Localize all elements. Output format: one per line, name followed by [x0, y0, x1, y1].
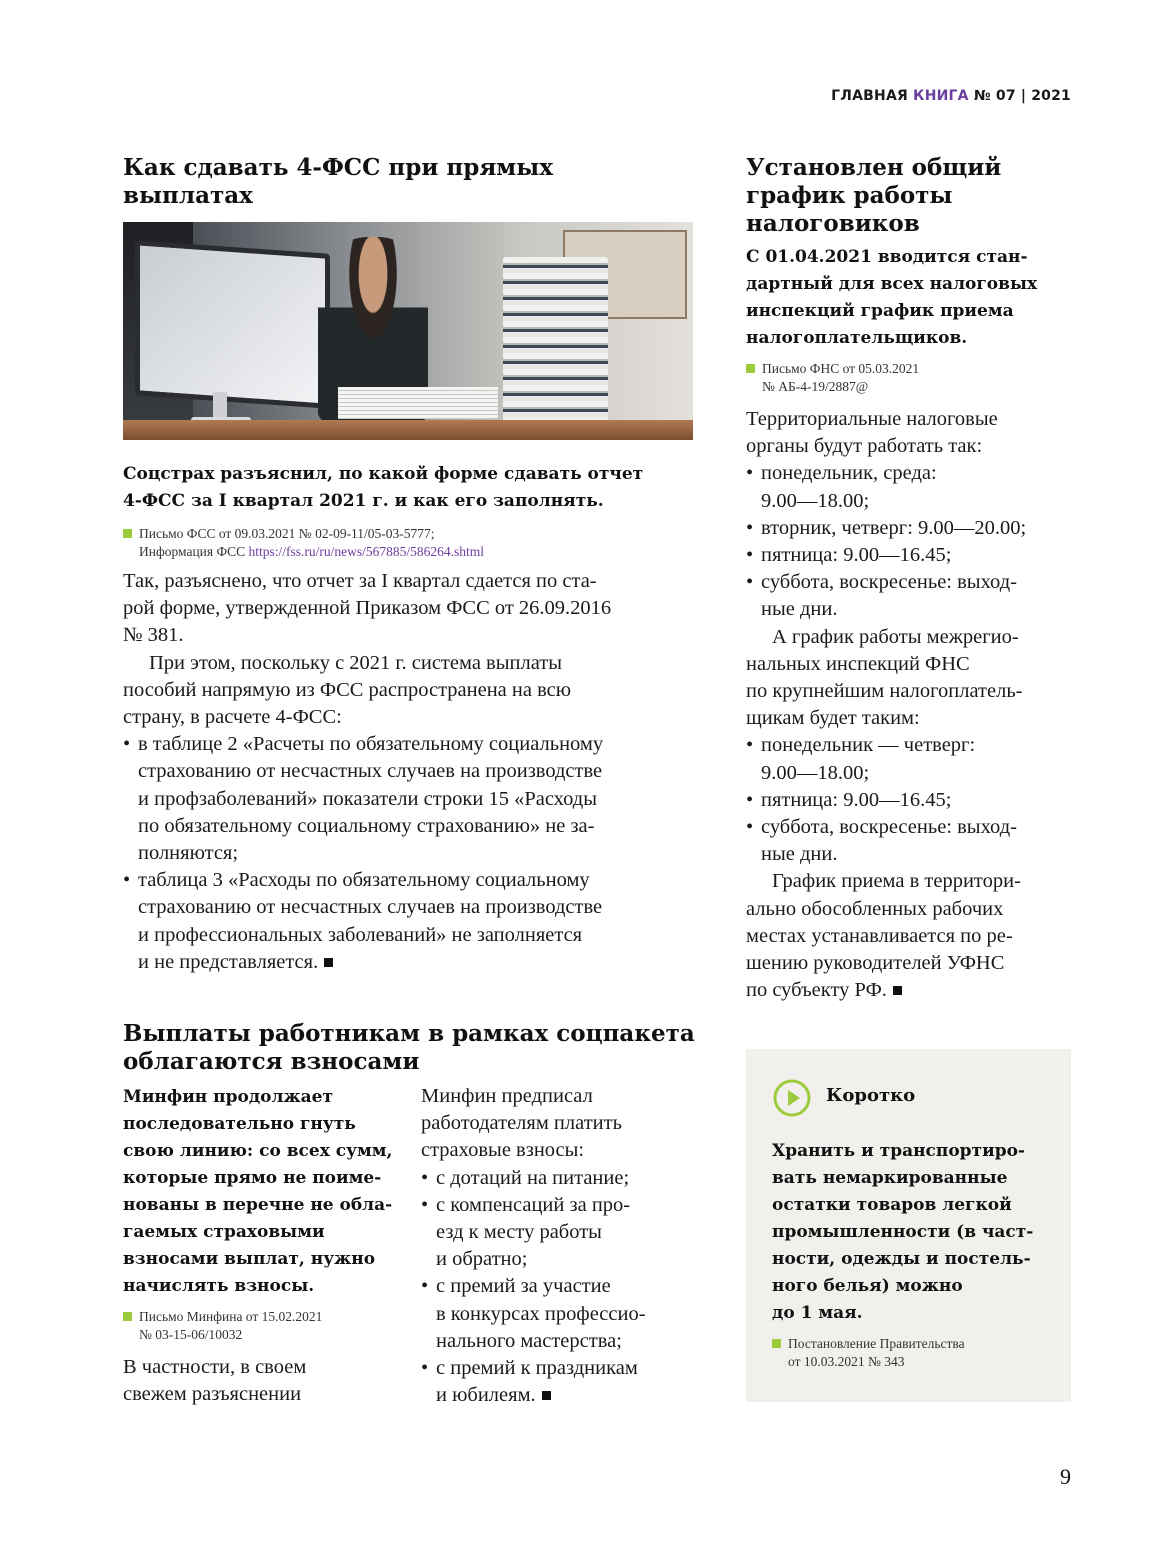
- source-marker-icon: [746, 364, 755, 373]
- article3-source: Письмо ФНС от 05.03.2021 № АБ-4-19/2887@: [746, 360, 1092, 396]
- article3-body: Территориальные налоговые органы будут работать так: • понедельник, среда: 9.00—18.00; • вторник, четверг: 9.00—20.00; • пятница: 9.00—16.45; • суббота, воскресенье: выход- ные дни. А график работы межрегио- нальных инспекций ФНС по крупнейшим налогоплатель- щикам будет таким: • понедельник — четверг: 9.00—18.00; • пятница: 9.00—16.45; • суббота, воскресенье: выход- ные дни. График приема в территори- ально обособленных рабочих местах устанавливается по ре- шению руководителей УФНС по субъекту РФ.: [746, 406, 1086, 1004]
- article2-body-col1: В частности, в своем свежем разъяснении: [123, 1356, 307, 1406]
- running-header: [831, 88, 1071, 104]
- play-icon: [772, 1078, 812, 1118]
- page-number: 9: [1060, 1464, 1071, 1489]
- brand-accent: КНИГА: [913, 88, 969, 104]
- brand-main: ГЛАВНАЯ: [831, 88, 908, 104]
- list-item: • с компенсаций за про- езд к месту работы и обратно;: [421, 1193, 631, 1271]
- issue-number: № 07 | 2021: [973, 88, 1071, 104]
- article2-body-col2: Минфин предписал работодателям платить страховые взносы: • с дотаций на питание; • с компенсаций за про- езд к месту работы и обратно; • с премий за участие в конкурсах профессио- нального мастерства; • с премий к праздникам и юбилеям.: [421, 1083, 706, 1409]
- article1-body: Так, разъяснено, что отчет за I квартал сдается по ста- рой форме, утвержденной Приказом ФСС от 26.09.2016 № 381. При этом, поскольку с 2021 г. система выплаты пособий напрямую из ФСС распространена на всю страну, в расчете 4-ФСС: • в таблице 2 «Расчеты по обязательному социальному страхованию от несчастных случаев на производстве и профзаболеваний» показатели строки 15 «Расходы по обязательному социальному страхованию» не за- полняются; • таблица 3 «Расходы по обязательному социальному страхованию от несчастных случаев на производстве и профессиональных заболеваний» не заполняется и не представляется.: [123, 568, 703, 976]
- list-item: • таблица 3 «Расходы по обязательному социальному страхованию от несчастных случаев на производстве и профессиональных заболеваний» не заполняется и не представляется.: [123, 869, 603, 973]
- list-item: • с премий за участие в конкурсах профессио- нального мастерства;: [421, 1275, 646, 1352]
- schedule-item: • суббота, воскресенье: выход- ные дни.: [746, 571, 1017, 621]
- end-mark-icon: [324, 958, 333, 967]
- schedule-item: • вторник, четверг: 9.00—20.00;: [746, 516, 1027, 539]
- article2-title: Выплаты работникам в рамках соцпакета облагаются взносами: [123, 1020, 695, 1075]
- article3-title: Установлен общий график работы налоговиков: [746, 154, 1002, 237]
- schedule-item: • понедельник — четверг: 9.00—18.00;: [746, 734, 976, 784]
- schedule-item: • суббота, воскресенье: выход- ные дни.: [746, 816, 1017, 866]
- fss-news-link[interactable]: https://fss.ru/ru/news/567885/586264.shtml: [248, 544, 485, 559]
- article2-source: Письмо Минфина от 15.02.2021 № 03-15-06/10032: [123, 1308, 424, 1344]
- article1-source: Письмо ФСС от 09.03.2021 № 02-09-11/05-03-5777; Информация ФСС https://fss.ru/ru/news/567885/586264.shtml: [123, 525, 719, 561]
- end-mark-icon: [893, 986, 902, 995]
- list-item: • в таблице 2 «Расчеты по обязательному социальному страхованию от несчастных случаев на производстве и профзаболеваний» показатели строки 15 «Расходы по обязательному социальному страхованию» не за- полняются;: [123, 733, 604, 865]
- short-news-title: Коротко: [826, 1085, 916, 1106]
- schedule-item: • понедельник, среда: 9.00—18.00;: [746, 462, 937, 512]
- source-marker-icon: [123, 529, 132, 538]
- article-photo: [123, 222, 693, 440]
- article3-lead: С 01.04.2021 вводится стан- дартный для всех налоговых инспекций график приема налогоплательщиков.: [746, 247, 1038, 348]
- list-item: • с дотаций на питание;: [421, 1166, 630, 1189]
- list-item: • с премий к праздникам и юбилеям.: [421, 1357, 638, 1407]
- short-news-source: Постановление Правительства от 10.03.2021 № 343: [772, 1335, 1078, 1371]
- article1-title: Как сдавать 4-ФСС при прямых выплатах: [123, 154, 554, 209]
- source-marker-icon: [772, 1339, 781, 1348]
- end-mark-icon: [542, 1391, 551, 1400]
- article2-lead: Минфин продолжает последовательно гнуть свою линию: со всех сумм, которые прямо не поиме- нованы в перечне не обла- гаемых страховыми взносами выплат, нужно начислять взносы.: [123, 1087, 393, 1296]
- article1-lead: Соцстрах разъяснил, по какой форме сдавать отчет 4-ФСС за I квартал 2021 г. и как его заполнять.: [123, 464, 644, 511]
- source-marker-icon: [123, 1312, 132, 1321]
- schedule-item: • пятница: 9.00—16.45;: [746, 788, 952, 811]
- schedule-item: • пятница: 9.00—16.45;: [746, 544, 952, 567]
- short-news-text: Хранить и транспортиро- вать немаркированные остатки товаров легкой промышленности (в част- ности, одежды и постель- ного белья) можно до 1 мая.: [772, 1141, 1034, 1323]
